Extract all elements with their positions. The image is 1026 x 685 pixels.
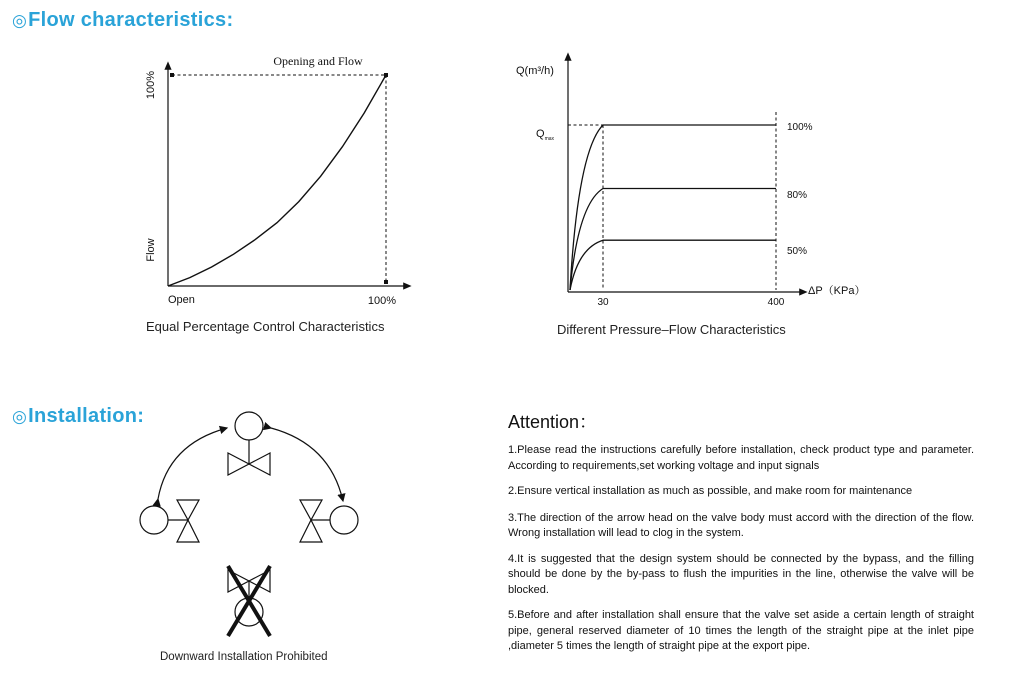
valve-vertical-icon — [228, 412, 270, 475]
chart1-x-tick-100: 100% — [367, 295, 397, 307]
circle-mark-icon: ◎ — [12, 407, 28, 426]
chart2-x-tick-30: 30 — [597, 297, 609, 308]
attention-notes — [508, 443, 974, 665]
chart2-y-label: Q(m³/h) — [516, 65, 554, 77]
chart1-square-tl — [170, 73, 174, 77]
attention-note-3: 3.The direction of the arrow head on the valve body must accord with the direction of the flow. Wrong installation will lead to clog in the system. — [508, 511, 974, 539]
chart2-qmax-sub: max — [544, 136, 555, 142]
installation-section-title — [12, 405, 144, 428]
rotation-arrow-right-icon — [271, 428, 343, 501]
chart2-series-line-100 — [570, 125, 776, 290]
installation-section-title-text: Installation: — [28, 405, 145, 427]
equal-percentage-chart — [130, 45, 430, 315]
installation-diagram — [130, 400, 370, 645]
chart2-qmax — [536, 128, 555, 142]
attention-note-1: 1.Please read the instructions carefully before installation, check product type and parameter. According to requirements,set working voltage and input signals — [508, 444, 974, 472]
chart1-y-tick-100: 100% — [145, 70, 157, 100]
flow-section-title — [12, 9, 233, 32]
valve-right-icon — [300, 500, 358, 542]
circle-mark-icon: ◎ — [12, 11, 28, 30]
attention-note-2: 2.Ensure vertical installation as much as possible, and make room for maintenance — [508, 485, 913, 497]
rotation-arrow-left-icon — [158, 428, 227, 499]
chart1-title: Opening and Flow — [273, 54, 363, 68]
chart2-x-label: ΔP（KPa） — [808, 285, 866, 297]
chart1-x-label: Open — [168, 294, 195, 306]
chart1-y-label: Flow — [145, 238, 157, 262]
chart2-series-group — [570, 125, 776, 290]
chart2-x-tick-400: 400 — [767, 297, 785, 308]
chart1-curve — [168, 75, 386, 286]
chart2-series-line-80 — [570, 189, 776, 291]
attention-note-4: 4.It is suggested that the design system should be connected by the bypass, and the filling should be done by the by-pass to flush the impurities in the line, otherwise the valve will be blocked. — [508, 552, 974, 596]
chart2-series-label-100: 100% — [787, 122, 813, 133]
chart2-series-label-50: 50% — [787, 246, 808, 257]
attention-note-5: 5.Before and after installation shall ensure that the valve set aside a certain length of straight pipe, general reserved diameter of 10 times the length of the straight pipe at the inlet pipe ,diameter 5 times the length of straight pipe at the export pipe. — [508, 609, 974, 652]
chart1-square-br — [384, 280, 388, 284]
chart2-series-label-80: 80% — [787, 190, 808, 201]
valve-left-icon — [140, 500, 199, 542]
pressure-flow-chart — [510, 50, 880, 310]
chart2-qmax-q: Q — [536, 128, 545, 140]
chart1-caption: Equal Percentage Control Characteristics — [146, 319, 385, 334]
flow-section-title-text: Flow characteristics: — [28, 9, 234, 31]
prohibited-caption: Downward Installation Prohibited — [160, 651, 328, 663]
chart2-series-line-50 — [570, 240, 776, 290]
attention-title: Attention： — [508, 412, 598, 432]
chart2-caption: Different Pressure–Flow Characteristics — [557, 322, 786, 337]
